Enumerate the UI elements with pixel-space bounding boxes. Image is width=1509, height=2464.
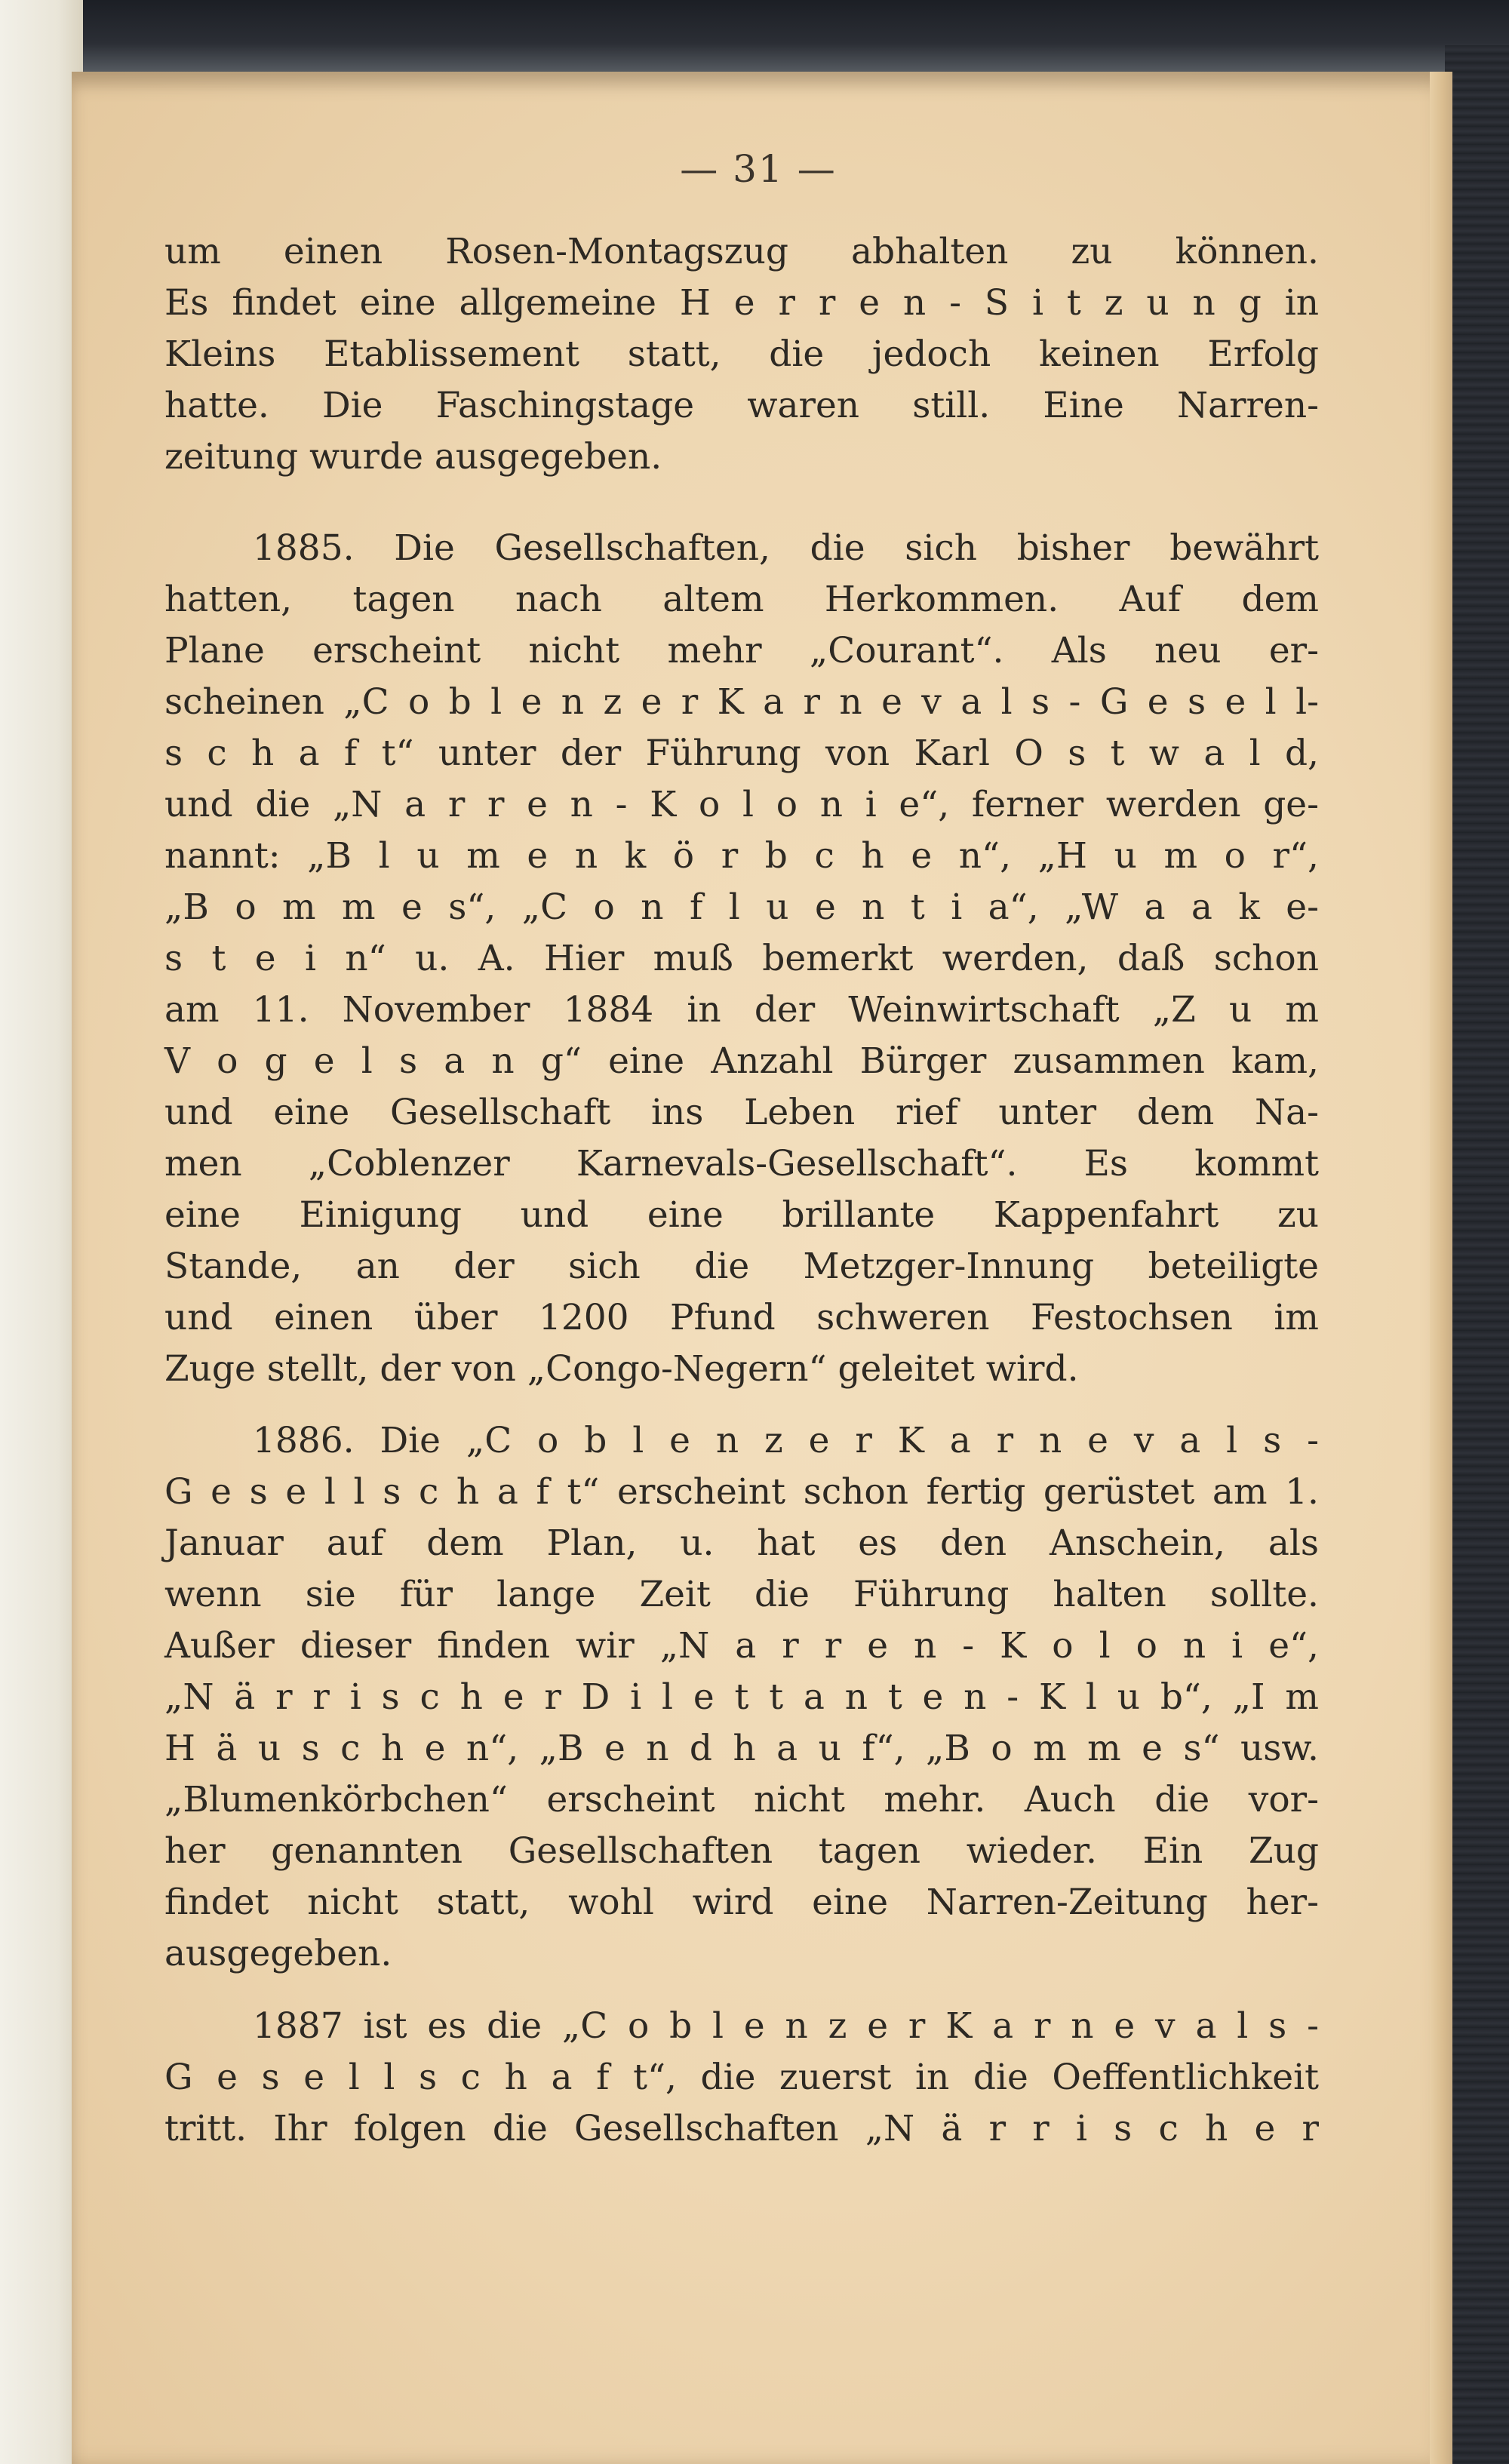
text-line: G e s e l l s c h a f t“, die zuerst in die Oeffentlichkeit	[164, 2057, 1319, 2098]
text-line: zeitung wurde ausgegeben.	[164, 436, 662, 478]
scanner-left-margin	[0, 0, 83, 2464]
text-line: Plane erscheint nicht mehr „Courant“. Als neu er-	[164, 630, 1319, 671]
text-line: her genannten Gesellschaften tagen wieder. Ein Zug	[164, 1830, 1319, 1872]
text-line: V o g e l s a n g“ eine Anzahl Bürger zusammen kam,	[164, 1040, 1319, 1082]
text-line: eine Einigung und eine brillante Kappenfahrt zu	[164, 1194, 1319, 1236]
text-line: ausgegeben.	[164, 1933, 392, 1974]
text-line: Zuge stellt, der von „Congo-Negern“ geleitet wird.	[164, 1348, 1079, 1390]
text-line: am 11. November 1884 in der Weinwirtschaft „Z u m	[164, 989, 1319, 1031]
text-line: H ä u s c h e n“, „B e n d h a u f“, „B o m m e s“ usw.	[164, 1728, 1319, 1769]
text-line: 1885. Die Gesellschaften, die sich bisher bewährt	[253, 527, 1319, 569]
text-line: Kleins Etablissement statt, die jedoch keinen Erfolg	[164, 333, 1319, 375]
text-line: nannt: „B l u m e n k ö r b c h e n“, „H u m o r“,	[164, 835, 1319, 877]
text-line: und die „N a r r e n - K o l o n i e“, ferner werden ge-	[164, 784, 1319, 825]
text-line: „N ä r r i s c h e r D i l e t t a n t e n - K l u b“, „I m	[164, 1676, 1319, 1718]
text-line: und eine Gesellschaft ins Leben rief unter dem Na-	[164, 1092, 1319, 1133]
text-line: hatte. Die Faschingstage waren still. Eine Narren-	[164, 385, 1319, 426]
text-line: s t e i n“ u. A. Hier muß bemerkt werden, daß schon	[164, 938, 1319, 979]
text-line: Außer dieser finden wir „N a r r e n - K o l o n i e“,	[164, 1625, 1319, 1667]
page-number: — 31 —	[680, 147, 837, 191]
text-line: findet nicht statt, wohl wird eine Narren-Zeitung her-	[164, 1882, 1319, 1923]
book-cover-edge	[1445, 45, 1509, 2464]
text-line: „B o m m e s“, „C o n f l u e n t i a“, „W a a k e-	[164, 886, 1319, 928]
page-edge-shadow	[1430, 72, 1452, 2464]
text-line: 1887 ist es die „C o b l e n z e r K a r n e v a l s -	[253, 2005, 1319, 2047]
text-line: G e s e l l s c h a f t“ erscheint schon fertig gerüstet am 1.	[164, 1471, 1319, 1513]
scanner-top-edge	[0, 0, 1509, 72]
text-line: Stande, an der sich die Metzger-Innung beteiligte	[164, 1246, 1319, 1287]
text-line: hatten, tagen nach altem Herkommen. Auf dem	[164, 579, 1319, 620]
text-line: Es findet eine allgemeine H e r r e n - S i t z u n g in	[164, 282, 1319, 324]
text-line: tritt. Ihr folgen die Gesellschaften „N ä r r i s c h e r	[164, 2108, 1319, 2149]
text-line: „Blumenkörbchen“ erscheint nicht mehr. Auch die vor-	[164, 1779, 1319, 1820]
text-line: 1886. Die „C o b l e n z e r K a r n e v a l s -	[253, 1420, 1319, 1461]
text-line: men „Coblenzer Karnevals-Gesellschaft“. Es kommt	[164, 1143, 1319, 1184]
text-line: Januar auf dem Plan, u. hat es den Anschein, als	[164, 1522, 1319, 1564]
text-line: um einen Rosen-Montagszug abhalten zu können.	[164, 231, 1319, 272]
text-line: und einen über 1200 Pfund schweren Festochsen im	[164, 1297, 1319, 1338]
text-line: scheinen „C o b l e n z e r K a r n e v a l s - G e s e l l-	[164, 681, 1319, 723]
text-line: s c h a f t“ unter der Führung von Karl O s t w a l d,	[164, 733, 1319, 774]
text-line: wenn sie für lange Zeit die Führung halten sollte.	[164, 1574, 1319, 1615]
